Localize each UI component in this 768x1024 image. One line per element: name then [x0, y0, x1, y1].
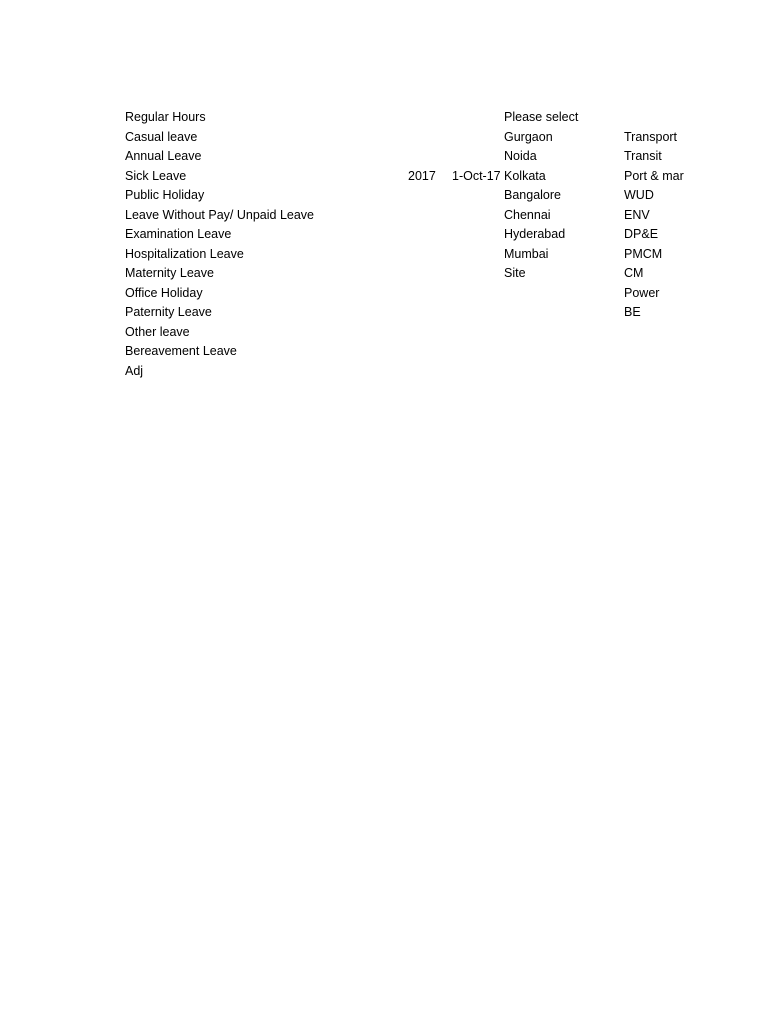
year-cell: 2017 [408, 168, 436, 183]
leave-type-cell: Casual leave [125, 129, 198, 144]
location-cell: Gurgaon [504, 129, 553, 144]
leave-type-cell: Office Holiday [125, 285, 203, 300]
location-cell: Chennai [504, 207, 551, 222]
leave-type-cell: Hospitalization Leave [125, 246, 244, 261]
department-cell: Transport [624, 129, 678, 144]
department-cell: PMCM [624, 246, 663, 261]
department-cell: Power [624, 285, 660, 300]
leave-type-cell: Annual Leave [125, 149, 202, 163]
leave-type-cell: Maternity Leave [125, 266, 214, 280]
location-cell: Bangalore [504, 188, 561, 202]
leave-type-cell: Public Holiday [125, 188, 205, 202]
leave-type-cell: Leave Without Pay/ Unpaid Leave [125, 207, 315, 222]
leave-types-column [125, 108, 375, 381]
leave-type-cell: Paternity Leave [125, 305, 212, 319]
locations-column [504, 108, 614, 284]
location-cell: Please select [504, 110, 579, 124]
leave-type-cell: Examination Leave [125, 227, 232, 241]
department-cell: DP&E [624, 227, 659, 241]
leave-type-cell: Other leave [125, 324, 190, 339]
leave-type-cell: Bereavement Leave [125, 344, 237, 358]
departments-column [624, 128, 684, 323]
department-cell: ENV [624, 207, 650, 222]
location-cell: Noida [504, 149, 537, 163]
department-cell: Transit [624, 149, 662, 163]
leave-type-cell: Regular Hours [125, 110, 206, 124]
leave-type-cell: Sick Leave [125, 168, 187, 183]
location-cell: Site [504, 266, 526, 280]
leave-type-cell: Adj [125, 363, 144, 378]
location-cell: Mumbai [504, 246, 549, 261]
department-cell: WUD [624, 188, 654, 202]
date-cell: 1-Oct-17 [452, 168, 501, 183]
department-cell: BE [624, 305, 641, 319]
departments-column-clip [624, 128, 684, 323]
year-column [408, 167, 448, 187]
department-cell: CM [624, 266, 644, 280]
date-column [452, 167, 504, 187]
location-cell: Hyderabad [504, 227, 566, 241]
department-cell: Port & mar [624, 168, 684, 183]
location-cell: Kolkata [504, 168, 546, 183]
